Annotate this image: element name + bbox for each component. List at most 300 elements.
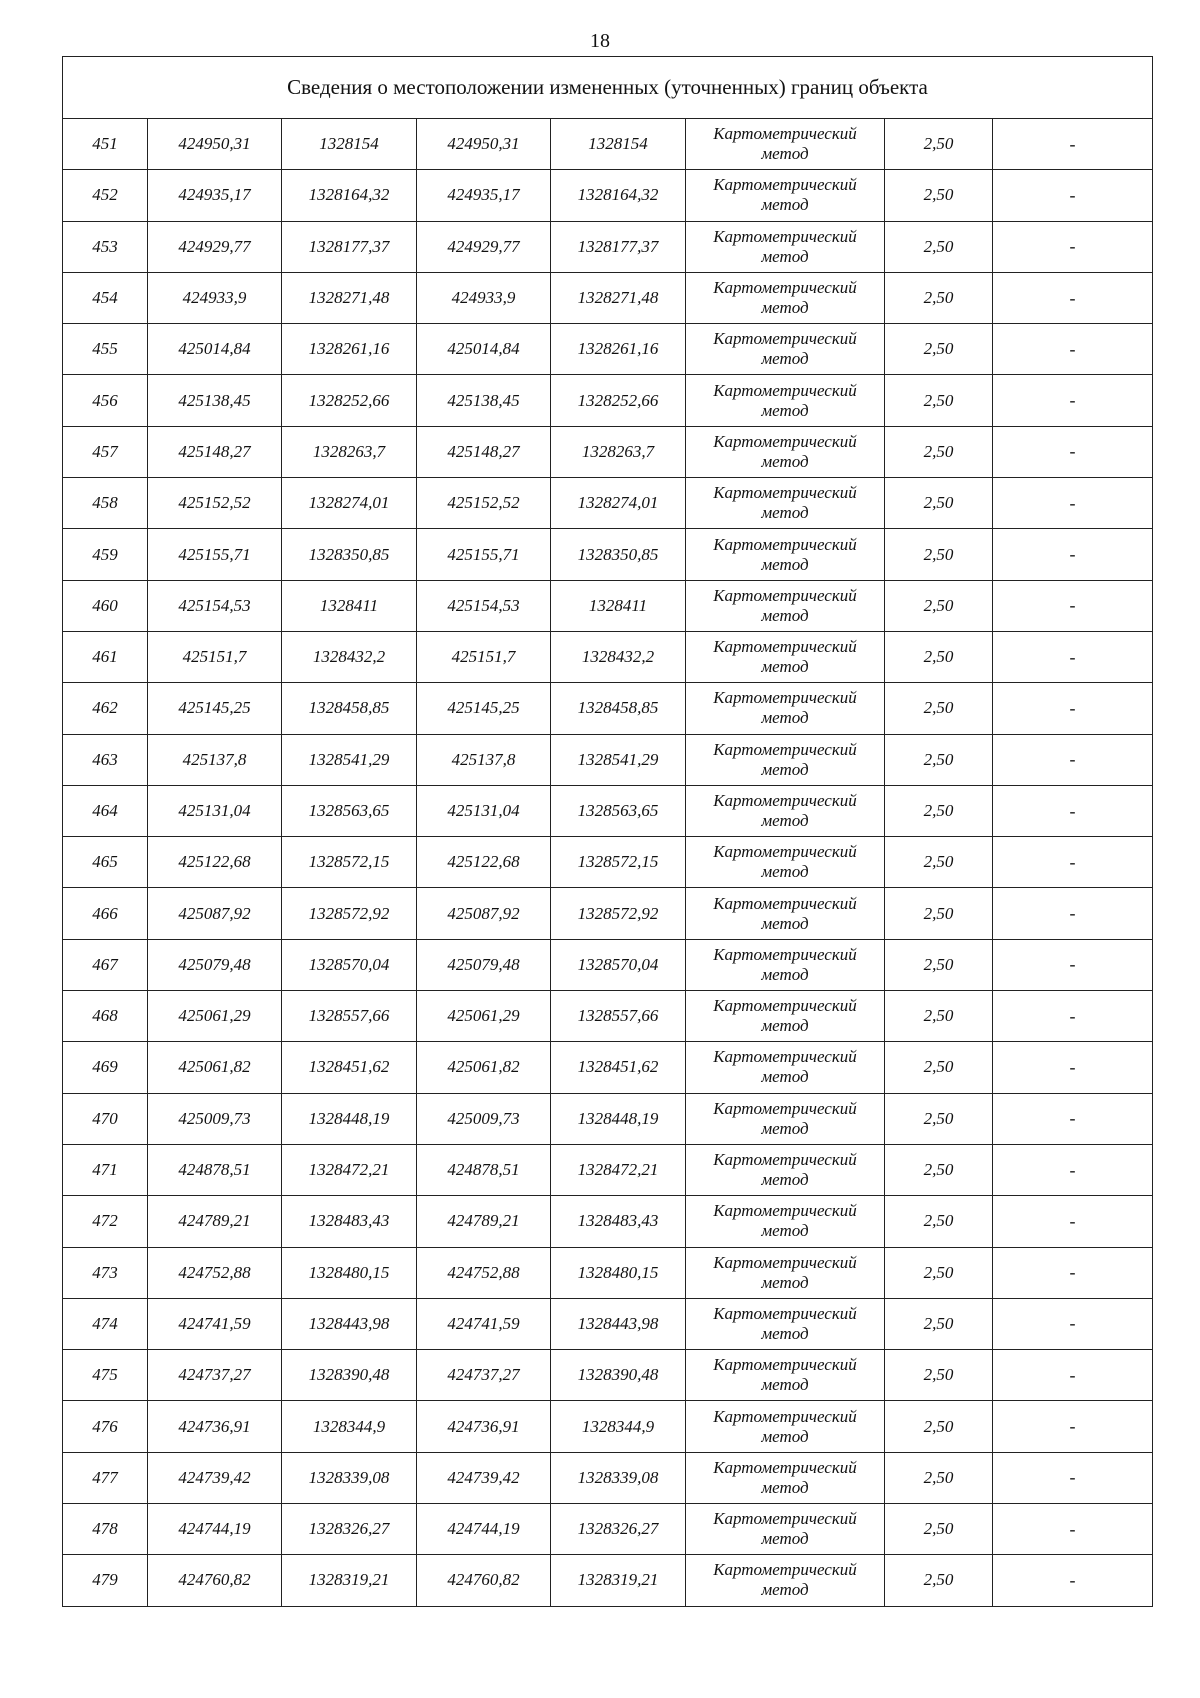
boundary-table-container [62,56,1152,1607]
method-line-2: метод [761,246,809,266]
accuracy-cell: 2,50 [885,478,993,529]
refined-x-cell: 424760,82 [417,1555,551,1606]
existing-y-cell: 1328263,7 [282,426,417,477]
note-cell: - [993,119,1153,170]
method-cell [686,478,885,529]
method-line-2: метод [761,1529,809,1549]
table-row [63,529,1153,580]
point-number-cell: 477 [63,1452,148,1503]
method-line-2: метод [761,1580,809,1600]
refined-x-cell: 425087,92 [417,888,551,939]
method-cell [686,375,885,426]
note-cell: - [993,991,1153,1042]
method-line-1: Картометрический [713,996,857,1016]
method-line-1: Картометрический [713,739,857,759]
refined-x-cell: 425009,73 [417,1093,551,1144]
accuracy-cell: 2,50 [885,939,993,990]
table-row [63,1555,1153,1606]
method-line-1: Картометрический [713,226,857,246]
existing-y-cell: 1328271,48 [282,272,417,323]
refined-x-cell: 425131,04 [417,785,551,836]
table-row [63,221,1153,272]
accuracy-cell: 2,50 [885,1144,993,1195]
method-cell [686,426,885,477]
accuracy-cell: 2,50 [885,888,993,939]
point-number-cell: 474 [63,1298,148,1349]
existing-y-cell: 1328451,62 [282,1042,417,1093]
method-cell [686,991,885,1042]
existing-y-cell: 1328390,48 [282,1350,417,1401]
refined-x-cell: 424935,17 [417,170,551,221]
method-line-1: Картометрический [713,585,857,605]
point-number-cell: 458 [63,478,148,529]
refined-y-cell: 1328458,85 [551,683,686,734]
refined-y-cell: 1328154 [551,119,686,170]
note-cell: - [993,221,1153,272]
existing-y-cell: 1328483,43 [282,1196,417,1247]
note-cell: - [993,1555,1153,1606]
table-row [63,888,1153,939]
method-cell [686,1298,885,1349]
existing-y-cell: 1328541,29 [282,734,417,785]
method-cell [686,1504,885,1555]
refined-x-cell: 425061,82 [417,1042,551,1093]
method-cell [686,683,885,734]
point-number-cell: 452 [63,170,148,221]
note-cell: - [993,1247,1153,1298]
note-cell: - [993,683,1153,734]
method-cell [686,580,885,631]
note-cell: - [993,837,1153,888]
method-line-2: метод [761,862,809,882]
method-line-1: Картометрический [713,842,857,862]
note-cell: - [993,1144,1153,1195]
method-line-2: метод [761,400,809,420]
accuracy-cell: 2,50 [885,631,993,682]
existing-y-cell: 1328411 [282,580,417,631]
refined-x-cell: 424739,42 [417,1452,551,1503]
method-line-2: метод [761,1375,809,1395]
refined-x-cell: 424741,59 [417,1298,551,1349]
note-cell: - [993,1452,1153,1503]
table-title: Сведения о местоположении измененных (уточненных) границ объекта [63,57,1153,119]
method-cell [686,888,885,939]
method-line-1: Картометрический [713,483,857,503]
point-number-cell: 478 [63,1504,148,1555]
existing-x-cell: 425061,29 [148,991,282,1042]
existing-y-cell: 1328472,21 [282,1144,417,1195]
method-line-2: метод [761,1016,809,1036]
refined-x-cell: 424933,9 [417,272,551,323]
method-line-1: Картометрический [713,944,857,964]
method-line-1: Картометрический [713,637,857,657]
existing-x-cell: 424933,9 [148,272,282,323]
point-number-cell: 465 [63,837,148,888]
method-cell [686,1452,885,1503]
existing-y-cell: 1328350,85 [282,529,417,580]
method-line-2: метод [761,1067,809,1087]
existing-x-cell: 425151,7 [148,631,282,682]
accuracy-cell: 2,50 [885,324,993,375]
refined-y-cell: 1328451,62 [551,1042,686,1093]
table-row [63,991,1153,1042]
note-cell: - [993,324,1153,375]
note-cell: - [993,170,1153,221]
note-cell: - [993,1093,1153,1144]
accuracy-cell: 2,50 [885,580,993,631]
existing-x-cell: 424929,77 [148,221,282,272]
method-line-1: Картометрический [713,1201,857,1221]
refined-y-cell: 1328390,48 [551,1350,686,1401]
existing-x-cell: 424736,91 [148,1401,282,1452]
note-cell: - [993,734,1153,785]
point-number-cell: 464 [63,785,148,836]
point-number-cell: 456 [63,375,148,426]
boundary-coordinates-table [62,56,1153,1607]
table-row [63,1452,1153,1503]
refined-y-cell: 1328480,15 [551,1247,686,1298]
method-line-1: Картометрический [713,278,857,298]
refined-y-cell: 1328443,98 [551,1298,686,1349]
method-line-2: метод [761,1426,809,1446]
method-cell [686,272,885,323]
method-cell [686,221,885,272]
table-row [63,837,1153,888]
refined-y-cell: 1328319,21 [551,1555,686,1606]
accuracy-cell: 2,50 [885,426,993,477]
refined-y-cell: 1328344,9 [551,1401,686,1452]
table-row [63,1042,1153,1093]
existing-x-cell: 425009,73 [148,1093,282,1144]
table-row [63,478,1153,529]
refined-y-cell: 1328326,27 [551,1504,686,1555]
method-line-1: Картометрический [713,893,857,913]
existing-y-cell: 1328164,32 [282,170,417,221]
method-line-1: Картометрический [713,380,857,400]
refined-x-cell: 425145,25 [417,683,551,734]
note-cell: - [993,1504,1153,1555]
existing-x-cell: 425131,04 [148,785,282,836]
refined-x-cell: 425122,68 [417,837,551,888]
method-cell [686,939,885,990]
refined-y-cell: 1328271,48 [551,272,686,323]
existing-y-cell: 1328344,9 [282,1401,417,1452]
existing-x-cell: 424744,19 [148,1504,282,1555]
point-number-cell: 470 [63,1093,148,1144]
table-row [63,1093,1153,1144]
existing-x-cell: 425087,92 [148,888,282,939]
method-cell [686,631,885,682]
table-row [63,119,1153,170]
note-cell: - [993,1350,1153,1401]
refined-x-cell: 424752,88 [417,1247,551,1298]
existing-x-cell: 424935,17 [148,170,282,221]
existing-y-cell: 1328252,66 [282,375,417,426]
method-cell [686,324,885,375]
refined-x-cell: 424789,21 [417,1196,551,1247]
existing-y-cell: 1328177,37 [282,221,417,272]
method-line-2: метод [761,1323,809,1343]
method-line-1: Картометрический [713,791,857,810]
method-cell [686,1247,885,1298]
existing-x-cell: 425148,27 [148,426,282,477]
accuracy-cell: 2,50 [885,375,993,426]
method-line-2: метод [761,1477,809,1497]
refined-y-cell: 1328557,66 [551,991,686,1042]
existing-x-cell: 425122,68 [148,837,282,888]
refined-y-cell: 1328570,04 [551,939,686,990]
point-number-cell: 463 [63,734,148,785]
accuracy-cell: 2,50 [885,1093,993,1144]
existing-x-cell: 424752,88 [148,1247,282,1298]
accuracy-cell: 2,50 [885,1452,993,1503]
method-cell [686,1196,885,1247]
refined-y-cell: 1328274,01 [551,478,686,529]
existing-y-cell: 1328557,66 [282,991,417,1042]
point-number-cell: 451 [63,119,148,170]
table-row [63,785,1153,836]
method-line-2: метод [761,964,809,984]
table-row [63,272,1153,323]
accuracy-cell: 2,50 [885,1298,993,1349]
table-row [63,1196,1153,1247]
method-cell [686,1401,885,1452]
refined-y-cell: 1328177,37 [551,221,686,272]
note-cell: - [993,1298,1153,1349]
method-line-2: метод [761,657,809,677]
table-row [63,683,1153,734]
refined-x-cell: 424950,31 [417,119,551,170]
method-line-1: Картометрический [713,1509,857,1529]
accuracy-cell: 2,50 [885,529,993,580]
table-row [63,631,1153,682]
table-row [63,170,1153,221]
existing-x-cell: 424950,31 [148,119,282,170]
accuracy-cell: 2,50 [885,1504,993,1555]
refined-y-cell: 1328483,43 [551,1196,686,1247]
method-cell [686,119,885,170]
accuracy-cell: 2,50 [885,119,993,170]
refined-x-cell: 425151,7 [417,631,551,682]
point-number-cell: 453 [63,221,148,272]
refined-y-cell: 1328472,21 [551,1144,686,1195]
existing-y-cell: 1328339,08 [282,1452,417,1503]
method-line-2: метод [761,503,809,523]
accuracy-cell: 2,50 [885,1042,993,1093]
table-row [63,426,1153,477]
refined-x-cell: 424929,77 [417,221,551,272]
refined-x-cell: 424878,51 [417,1144,551,1195]
existing-y-cell: 1328261,16 [282,324,417,375]
refined-y-cell: 1328432,2 [551,631,686,682]
method-line-1: Картометрический [713,1047,857,1067]
point-number-cell: 476 [63,1401,148,1452]
existing-y-cell: 1328319,21 [282,1555,417,1606]
note-cell: - [993,939,1153,990]
method-line-1: Картометрический [713,1303,857,1323]
method-cell [686,1093,885,1144]
accuracy-cell: 2,50 [885,1350,993,1401]
method-line-2: метод [761,554,809,574]
refined-x-cell: 425148,27 [417,426,551,477]
method-line-1: Картометрический [713,1252,857,1272]
existing-y-cell: 1328432,2 [282,631,417,682]
point-number-cell: 467 [63,939,148,990]
note-cell: - [993,1042,1153,1093]
method-cell [686,1144,885,1195]
method-line-1: Картометрический [713,1457,857,1477]
method-line-2: метод [761,298,809,318]
method-line-2: метод [761,1118,809,1138]
table-row [63,580,1153,631]
method-line-1: Картометрический [713,175,857,195]
note-cell: - [993,631,1153,682]
method-line-1: Картометрический [713,329,857,349]
point-number-cell: 462 [63,683,148,734]
existing-x-cell: 425061,82 [148,1042,282,1093]
point-number-cell: 461 [63,631,148,682]
accuracy-cell: 2,50 [885,991,993,1042]
refined-y-cell: 1328541,29 [551,734,686,785]
table-row [63,1350,1153,1401]
note-cell: - [993,888,1153,939]
accuracy-cell: 2,50 [885,1401,993,1452]
existing-x-cell: 424737,27 [148,1350,282,1401]
existing-x-cell: 425079,48 [148,939,282,990]
page-number: 18 [590,30,610,52]
table-row [63,1504,1153,1555]
existing-x-cell: 424739,42 [148,1452,282,1503]
method-line-2: метод [761,349,809,369]
refined-x-cell: 425138,45 [417,375,551,426]
method-line-2: метод [761,1221,809,1241]
existing-y-cell: 1328572,15 [282,837,417,888]
method-cell [686,837,885,888]
method-cell [686,1555,885,1606]
existing-x-cell: 425138,45 [148,375,282,426]
refined-y-cell: 1328261,16 [551,324,686,375]
method-line-2: метод [761,811,809,830]
refined-x-cell: 425061,29 [417,991,551,1042]
table-row [63,375,1153,426]
method-cell [686,1350,885,1401]
point-number-cell: 459 [63,529,148,580]
method-line-1: Картометрический [713,1406,857,1426]
refined-x-cell: 425137,8 [417,734,551,785]
refined-x-cell: 424736,91 [417,1401,551,1452]
table-row [63,734,1153,785]
point-number-cell: 468 [63,991,148,1042]
note-cell: - [993,580,1153,631]
refined-x-cell: 425152,52 [417,478,551,529]
note-cell: - [993,375,1153,426]
method-line-2: метод [761,913,809,933]
table-row [63,1247,1153,1298]
method-cell [686,170,885,221]
refined-x-cell: 425154,53 [417,580,551,631]
point-number-cell: 469 [63,1042,148,1093]
accuracy-cell: 2,50 [885,1247,993,1298]
method-line-1: Картометрический [713,1098,857,1118]
existing-y-cell: 1328443,98 [282,1298,417,1349]
existing-x-cell: 425145,25 [148,683,282,734]
table-row [63,1298,1153,1349]
method-line-2: метод [761,708,809,728]
note-cell: - [993,272,1153,323]
method-line-1: Картометрический [713,431,857,451]
refined-y-cell: 1328563,65 [551,785,686,836]
accuracy-cell: 2,50 [885,221,993,272]
point-number-cell: 466 [63,888,148,939]
note-cell: - [993,1196,1153,1247]
existing-x-cell: 425014,84 [148,324,282,375]
method-line-1: Картометрический [713,124,857,144]
accuracy-cell: 2,50 [885,837,993,888]
refined-x-cell: 425079,48 [417,939,551,990]
table-body [63,119,1153,1607]
existing-x-cell: 424741,59 [148,1298,282,1349]
point-number-cell: 457 [63,426,148,477]
refined-y-cell: 1328339,08 [551,1452,686,1503]
point-number-cell: 475 [63,1350,148,1401]
existing-y-cell: 1328570,04 [282,939,417,990]
point-number-cell: 473 [63,1247,148,1298]
note-cell: - [993,1401,1153,1452]
existing-x-cell: 425137,8 [148,734,282,785]
accuracy-cell: 2,50 [885,785,993,836]
note-cell: - [993,785,1153,836]
refined-y-cell: 1328252,66 [551,375,686,426]
method-cell [686,785,885,836]
existing-y-cell: 1328572,92 [282,888,417,939]
existing-y-cell: 1328326,27 [282,1504,417,1555]
refined-y-cell: 1328164,32 [551,170,686,221]
method-line-1: Картометрический [713,534,857,554]
note-cell: - [993,478,1153,529]
point-number-cell: 455 [63,324,148,375]
refined-y-cell: 1328263,7 [551,426,686,477]
method-line-2: метод [761,451,809,471]
method-line-1: Картометрический [713,688,857,708]
note-cell: - [993,529,1153,580]
method-cell [686,529,885,580]
refined-y-cell: 1328350,85 [551,529,686,580]
accuracy-cell: 2,50 [885,170,993,221]
table-row [63,1144,1153,1195]
existing-y-cell: 1328480,15 [282,1247,417,1298]
accuracy-cell: 2,50 [885,734,993,785]
method-cell [686,1042,885,1093]
point-number-cell: 479 [63,1555,148,1606]
table-row [63,324,1153,375]
point-number-cell: 472 [63,1196,148,1247]
note-cell: - [993,426,1153,477]
refined-y-cell: 1328448,19 [551,1093,686,1144]
accuracy-cell: 2,50 [885,683,993,734]
existing-x-cell: 425152,52 [148,478,282,529]
refined-x-cell: 425155,71 [417,529,551,580]
existing-x-cell: 424760,82 [148,1555,282,1606]
refined-y-cell: 1328572,15 [551,837,686,888]
existing-x-cell: 425155,71 [148,529,282,580]
refined-x-cell: 424737,27 [417,1350,551,1401]
existing-y-cell: 1328448,19 [282,1093,417,1144]
method-line-1: Картометрический [713,1150,857,1170]
point-number-cell: 454 [63,272,148,323]
existing-x-cell: 425154,53 [148,580,282,631]
refined-y-cell: 1328411 [551,580,686,631]
refined-x-cell: 425014,84 [417,324,551,375]
